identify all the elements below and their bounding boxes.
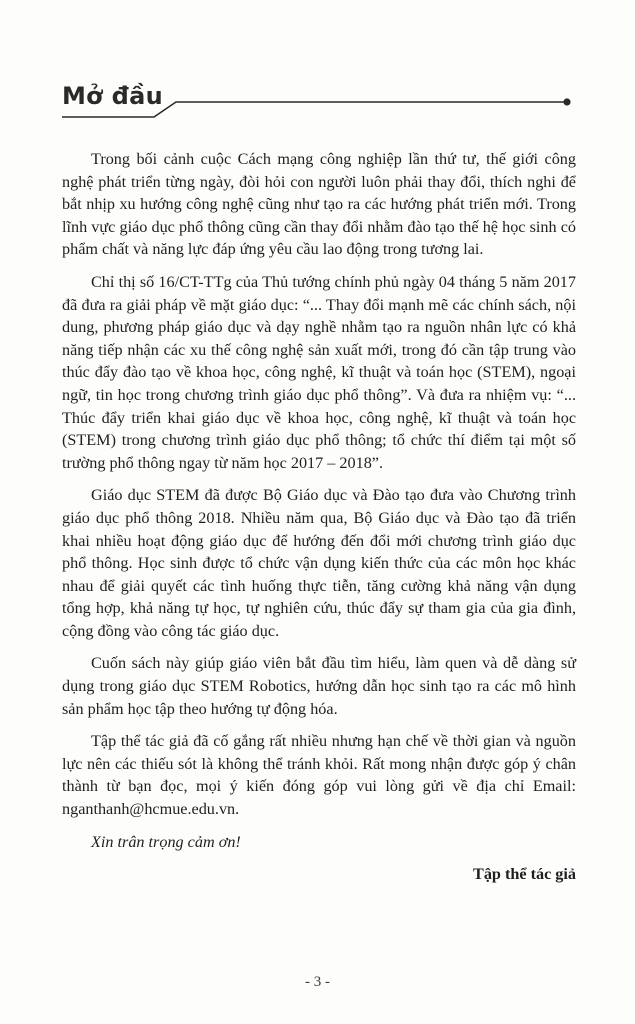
- thanks-line: Xin trân trọng cảm ơn!: [91, 832, 241, 851]
- section-heading: [62, 82, 572, 122]
- paragraph-4: Cuốn sách này giúp giáo viên bắt đầu tìm hiểu, làm quen và dễ dàng sử dụng trong giáo dục STEM Robotics, hướng dẫn học sinh tạo ra các mô hình sản phẩm học tập theo hướng tự động hóa.: [62, 654, 576, 718]
- paragraph-5: Tập thể tác giả đã cố gắng rất nhiều nhưng hạn chế về thời gian và nguồn lực nên các thiếu sót là không thể tránh khỏi. Rất mong nhận được góp ý chân thành từ bạn đọc, mọi ý kiến đóng góp vui lòng gửi về địa chỉ Email: nganthanh@hcmue.edu.vn.: [62, 732, 576, 819]
- rule-end-dot: [563, 98, 570, 105]
- page-title: Mở đầu: [62, 82, 163, 110]
- paragraph-2: Chỉ thị số 16/CT-TTg của Thủ tướng chính phủ ngày 04 tháng 5 năm 2017 đã đưa ra giải pháp về mặt giáo dục: “... Thay đổi mạnh mẽ các chính sách, nội dung, phương pháp giáo dục và dạy nghề nhằm tạo ra nguồn nhân lực có khả năng tiếp nhận các xu thế công nghệ sản xuất mới, trong đó cần tập trung vào thúc đẩy đào tạo về khoa học, công nghệ, kĩ thuật và toán học (STEM), ngoại ngữ, tin học trong chương trình giáo dục phổ thông”. Và đưa ra nhiệm vụ: “... Thúc đẩy triển khai giáo dục về khoa học, công nghệ, kĩ thuật và toán học (STEM) trong chương trình giáo dục phổ thông; tổ chức thí điểm tại một số trường phổ thông ngay từ năm học 2017 – 2018”.: [62, 272, 576, 472]
- page-number: - 3 -: [305, 974, 330, 990]
- paragraph-1: Trong bối cảnh cuộc Cách mạng công nghiệp lần thứ tư, thế giới công nghệ phát triển từng ngày, đòi hỏi con người luôn phải thay đổi, thích nghi để bắt nhịp xu hướng công nghệ cũng như tạo ra các hướng phát triển mới. Trong lĩnh vực giáo dục phổ thông cũng cần thay đổi nhằm đào tạo thế hệ học sinh có phẩm chất và năng lực đáp ứng yêu cầu lao động trong tương lai.: [62, 150, 576, 259]
- preface-body: [62, 148, 576, 886]
- signature: Tập thể tác giả: [473, 865, 576, 884]
- paragraph-3: Giáo dục STEM đã được Bộ Giáo dục và Đào tạo đưa vào Chương trình giáo dục phổ thông 2018. Nhiều năm qua, Bộ Giáo dục và Đào tạo đã triển khai nhiều hoạt động giáo dục để hướng đến đổi mới chương trình giáo dục phổ thông. Học sinh được tổ chức vận dụng kiến thức của các môn học khác nhau để giải quyết các tình huống thực tiễn, tăng cường khả năng vận dụng tổng hợp, khả năng tự học, tự nghiên cứu, thúc đẩy sự tham gia của gia đình, cộng đồng vào công tác giáo dục.: [62, 486, 576, 640]
